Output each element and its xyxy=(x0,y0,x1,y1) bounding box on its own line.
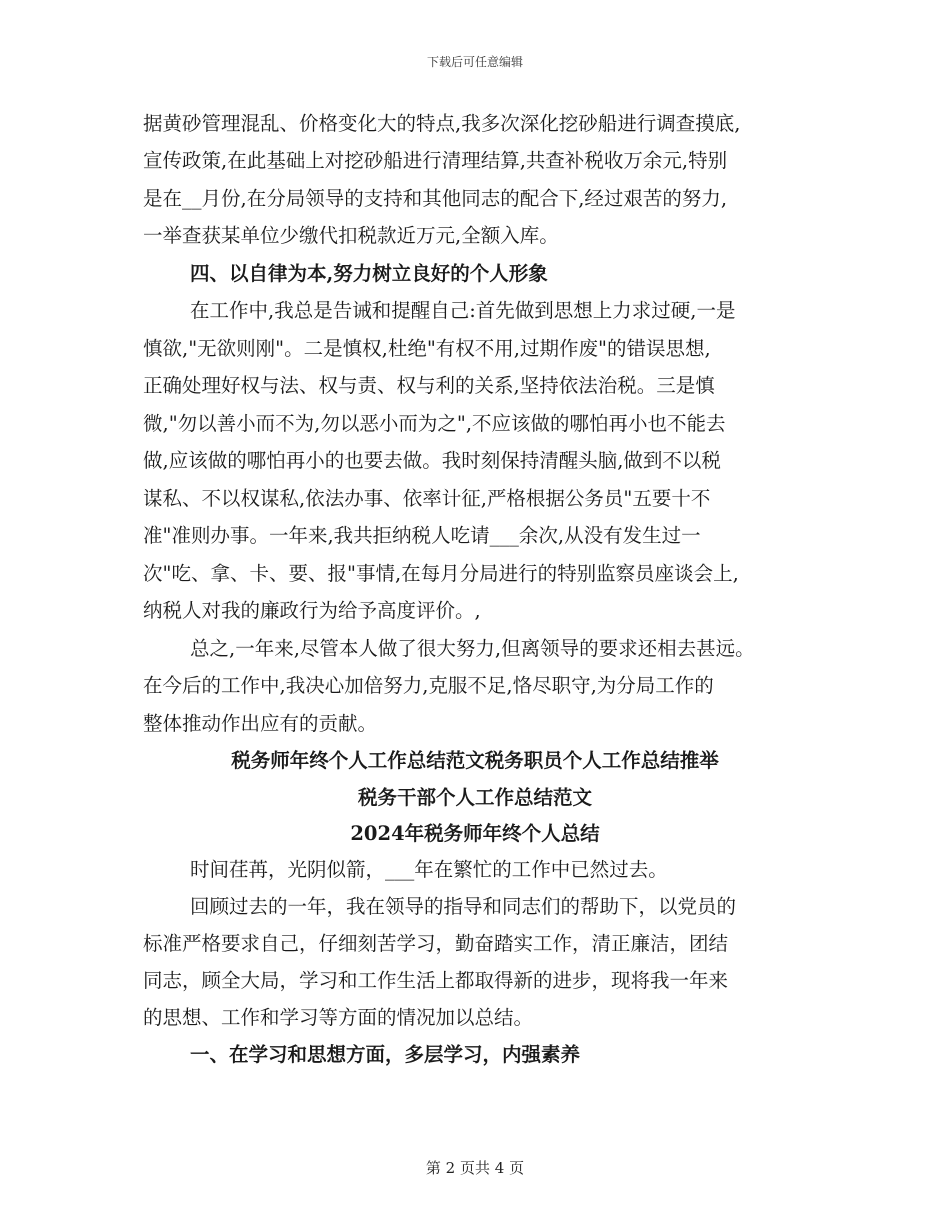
section-heading: 一、在学习和思想方面，多层学习，内强素养 xyxy=(190,1043,581,1066)
document-title: 税务师年终个人工作总结范文税务职员个人工作总结推举 xyxy=(231,749,719,772)
page-footer: 第 2 页共 4 页 xyxy=(425,1159,525,1177)
section-heading: 四、以自律为本,努力树立良好的个人形象 xyxy=(190,262,548,285)
paragraph-line: 正确处理好权与法、权与责、权与利的关系,坚持依法治税。三是慎 xyxy=(143,374,715,397)
paragraph-line: 在工作中,我总是告诫和提醒自己:首先做到思想上力求过硬,一是 xyxy=(190,299,736,322)
paragraph-line: 回顾过去的一年，我在领导的指导和同志们的帮助下，以党员的 xyxy=(190,895,737,918)
document-title: 2024年税务师年终个人总结 xyxy=(350,822,600,845)
paragraph-line: 同志，顾全大局，学习和工作生活上都取得新的进步，现将我一年来 xyxy=(143,969,729,992)
paragraph-line: 是在__月份,在分局领导的支持和其他同志的配合下,经过艰苦的努力, xyxy=(143,187,728,210)
paragraph-line: 标准严格要求自己，仔细刻苦学习，勤奋踏实工作，清正廉洁，团结 xyxy=(143,932,729,955)
paragraph-line: 做,应该做的哪怕再小的也要去做。我时刻保持清醒头脑,做到不以税 xyxy=(143,449,721,472)
paragraph-line: 宣传政策,在此基础上对挖砂船进行清理结算,共查补税收万余元,特别 xyxy=(143,149,728,172)
paragraph-line: 准"准则办事。一年来,我共拒纳税人吃请___余次,从没有发生过一 xyxy=(143,524,701,547)
paragraph-line: 谋私、不以权谋私,依法办事、依率计征,严格根据公务员"五要十不 xyxy=(143,487,711,510)
paragraph-line: 整体推动作出应有的贡献。 xyxy=(143,712,378,735)
paragraph-line: 一举查获某单位少缴代扣税款近万元,全额入库。 xyxy=(143,224,559,247)
page-header: 下载后可任意编辑 xyxy=(426,55,523,69)
paragraph-line: 次"吃、拿、卡、要、报"事情,在每月分局进行的特别监察员座谈会上, xyxy=(143,562,739,585)
document-title: 税务干部个人工作总结范文 xyxy=(357,786,592,809)
paragraph-line: 慎欲,"无欲则刚"。二是慎权,杜绝"有权不用,过期作废"的错误思想, xyxy=(143,337,711,360)
paragraph-line: 在今后的工作中,我决心加倍努力,克服不足,恪尽职守,为分局工作的 xyxy=(143,674,714,697)
paragraph-line: 的思想、工作和学习等方面的情况加以总结。 xyxy=(143,1006,534,1029)
paragraph-line: 时间荏苒，光阴似箭，___年在繁忙的工作中已然过去。 xyxy=(190,858,668,881)
paragraph-line: 纳税人对我的廉政行为给予高度评价。, xyxy=(143,599,481,622)
paragraph-line: 据黄砂管理混乱、价格变化大的特点,我多次深化挖砂船进行调查摸底, xyxy=(143,112,741,135)
paragraph-line: 微,"勿以善小而不为,勿以恶小而为之",不应该做的哪怕再小也不能去 xyxy=(143,412,726,435)
paragraph-line: 总之,一年来,尽管本人做了很大努力,但离领导的要求还相去甚远。 xyxy=(190,637,755,660)
